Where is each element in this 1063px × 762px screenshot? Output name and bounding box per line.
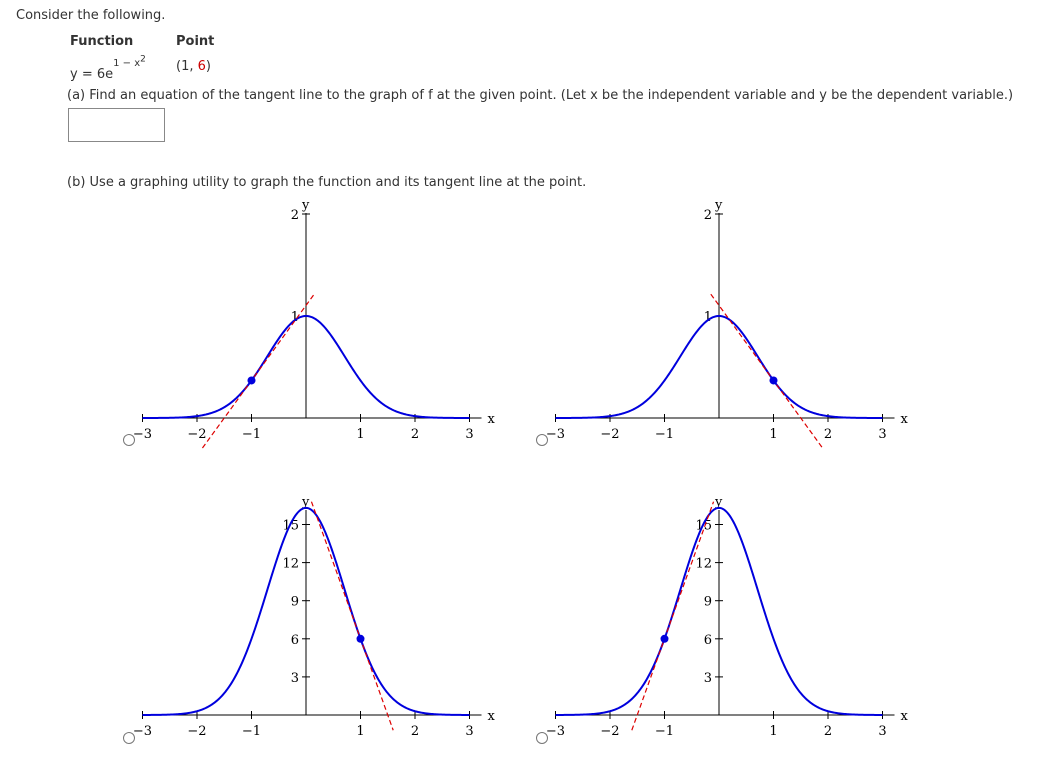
x-tick-label: 3 — [465, 427, 474, 442]
x-tick-label: 2 — [823, 724, 833, 739]
tangent-point — [357, 635, 365, 643]
tangent-point — [248, 376, 256, 384]
tangent-line — [632, 502, 714, 731]
y-tick-label: 12 — [282, 556, 299, 572]
point-highlight: 6 — [197, 59, 206, 74]
y-tick-label: 3 — [703, 670, 712, 686]
function-header: Function — [70, 34, 134, 49]
x-axis-label: x — [900, 412, 908, 427]
tangent-point — [770, 376, 778, 384]
x-tick-label: 3 — [878, 724, 887, 739]
graph-a — [130, 195, 530, 455]
x-tick-label: −1 — [241, 427, 262, 442]
x-axis-label: x — [487, 709, 495, 724]
y-tick-label: 9 — [290, 594, 299, 610]
x-tick-label: 1 — [769, 427, 778, 442]
x-tick-label: 1 — [356, 724, 365, 739]
y-tick-label: 15 — [282, 518, 299, 534]
graph-b — [543, 195, 943, 455]
x-tick-label: −3 — [545, 724, 566, 739]
x-tick-label: 1 — [769, 724, 778, 739]
y-axis-label: y — [302, 198, 310, 213]
y-tick-label: 12 — [695, 556, 712, 572]
x-tick-label: 2 — [823, 427, 833, 442]
function-prefix: y = 6e — [70, 66, 114, 82]
function-exponent: 1 − x2 — [113, 55, 146, 70]
y-tick-label: 2 — [703, 208, 712, 223]
y-tick-label: 6 — [290, 632, 299, 648]
point-expression — [176, 59, 211, 74]
y-tick-label: 3 — [290, 670, 299, 686]
function-exponent-power: 2 — [140, 55, 146, 65]
graph-c — [130, 492, 530, 752]
point-open: (1, — [176, 59, 198, 74]
part-a-question: (a) Find an equation of the tangent line to the graph of f at the given point. (Let x be the independent variable and y be the dependent variable.) — [67, 88, 1014, 103]
x-tick-label: −3 — [132, 724, 153, 739]
x-tick-label: 2 — [410, 427, 420, 442]
function-expression — [70, 55, 146, 82]
graph-d — [543, 492, 943, 752]
x-tick-label: −1 — [241, 724, 262, 739]
x-tick-label: −2 — [187, 724, 207, 739]
y-tick-label: 15 — [695, 518, 712, 534]
x-tick-label: −1 — [654, 427, 675, 442]
x-tick-label: 1 — [356, 427, 365, 442]
y-axis-label: y — [302, 495, 310, 510]
y-axis-label: y — [715, 198, 723, 213]
x-tick-label: −1 — [654, 724, 675, 739]
tangent-point — [661, 635, 669, 643]
x-tick-label: −3 — [132, 427, 153, 442]
x-tick-label: 3 — [878, 427, 887, 442]
y-tick-label: 1 — [290, 310, 299, 325]
y-tick-label: 2 — [290, 208, 299, 223]
y-tick-label: 9 — [703, 594, 712, 610]
y-axis-label: y — [715, 495, 723, 510]
x-tick-label: −2 — [600, 724, 620, 739]
x-axis-label: x — [487, 412, 495, 427]
point-header: Point — [176, 34, 215, 49]
y-tick-label: 6 — [703, 632, 712, 648]
x-tick-label: 2 — [410, 724, 420, 739]
intro-text: Consider the following. — [16, 8, 166, 23]
tangent-equation-answer-box[interactable] — [68, 108, 165, 142]
tangent-line — [311, 502, 393, 731]
x-tick-label: −2 — [600, 427, 620, 442]
x-tick-label: −3 — [545, 427, 566, 442]
x-axis-label: x — [900, 709, 908, 724]
x-tick-label: −2 — [187, 427, 207, 442]
x-tick-label: 3 — [465, 724, 474, 739]
point-close: ) — [205, 59, 211, 74]
part-b-question: (b) Use a graphing utility to graph the function and its tangent line at the point. — [67, 175, 587, 190]
y-tick-label: 1 — [703, 310, 712, 325]
